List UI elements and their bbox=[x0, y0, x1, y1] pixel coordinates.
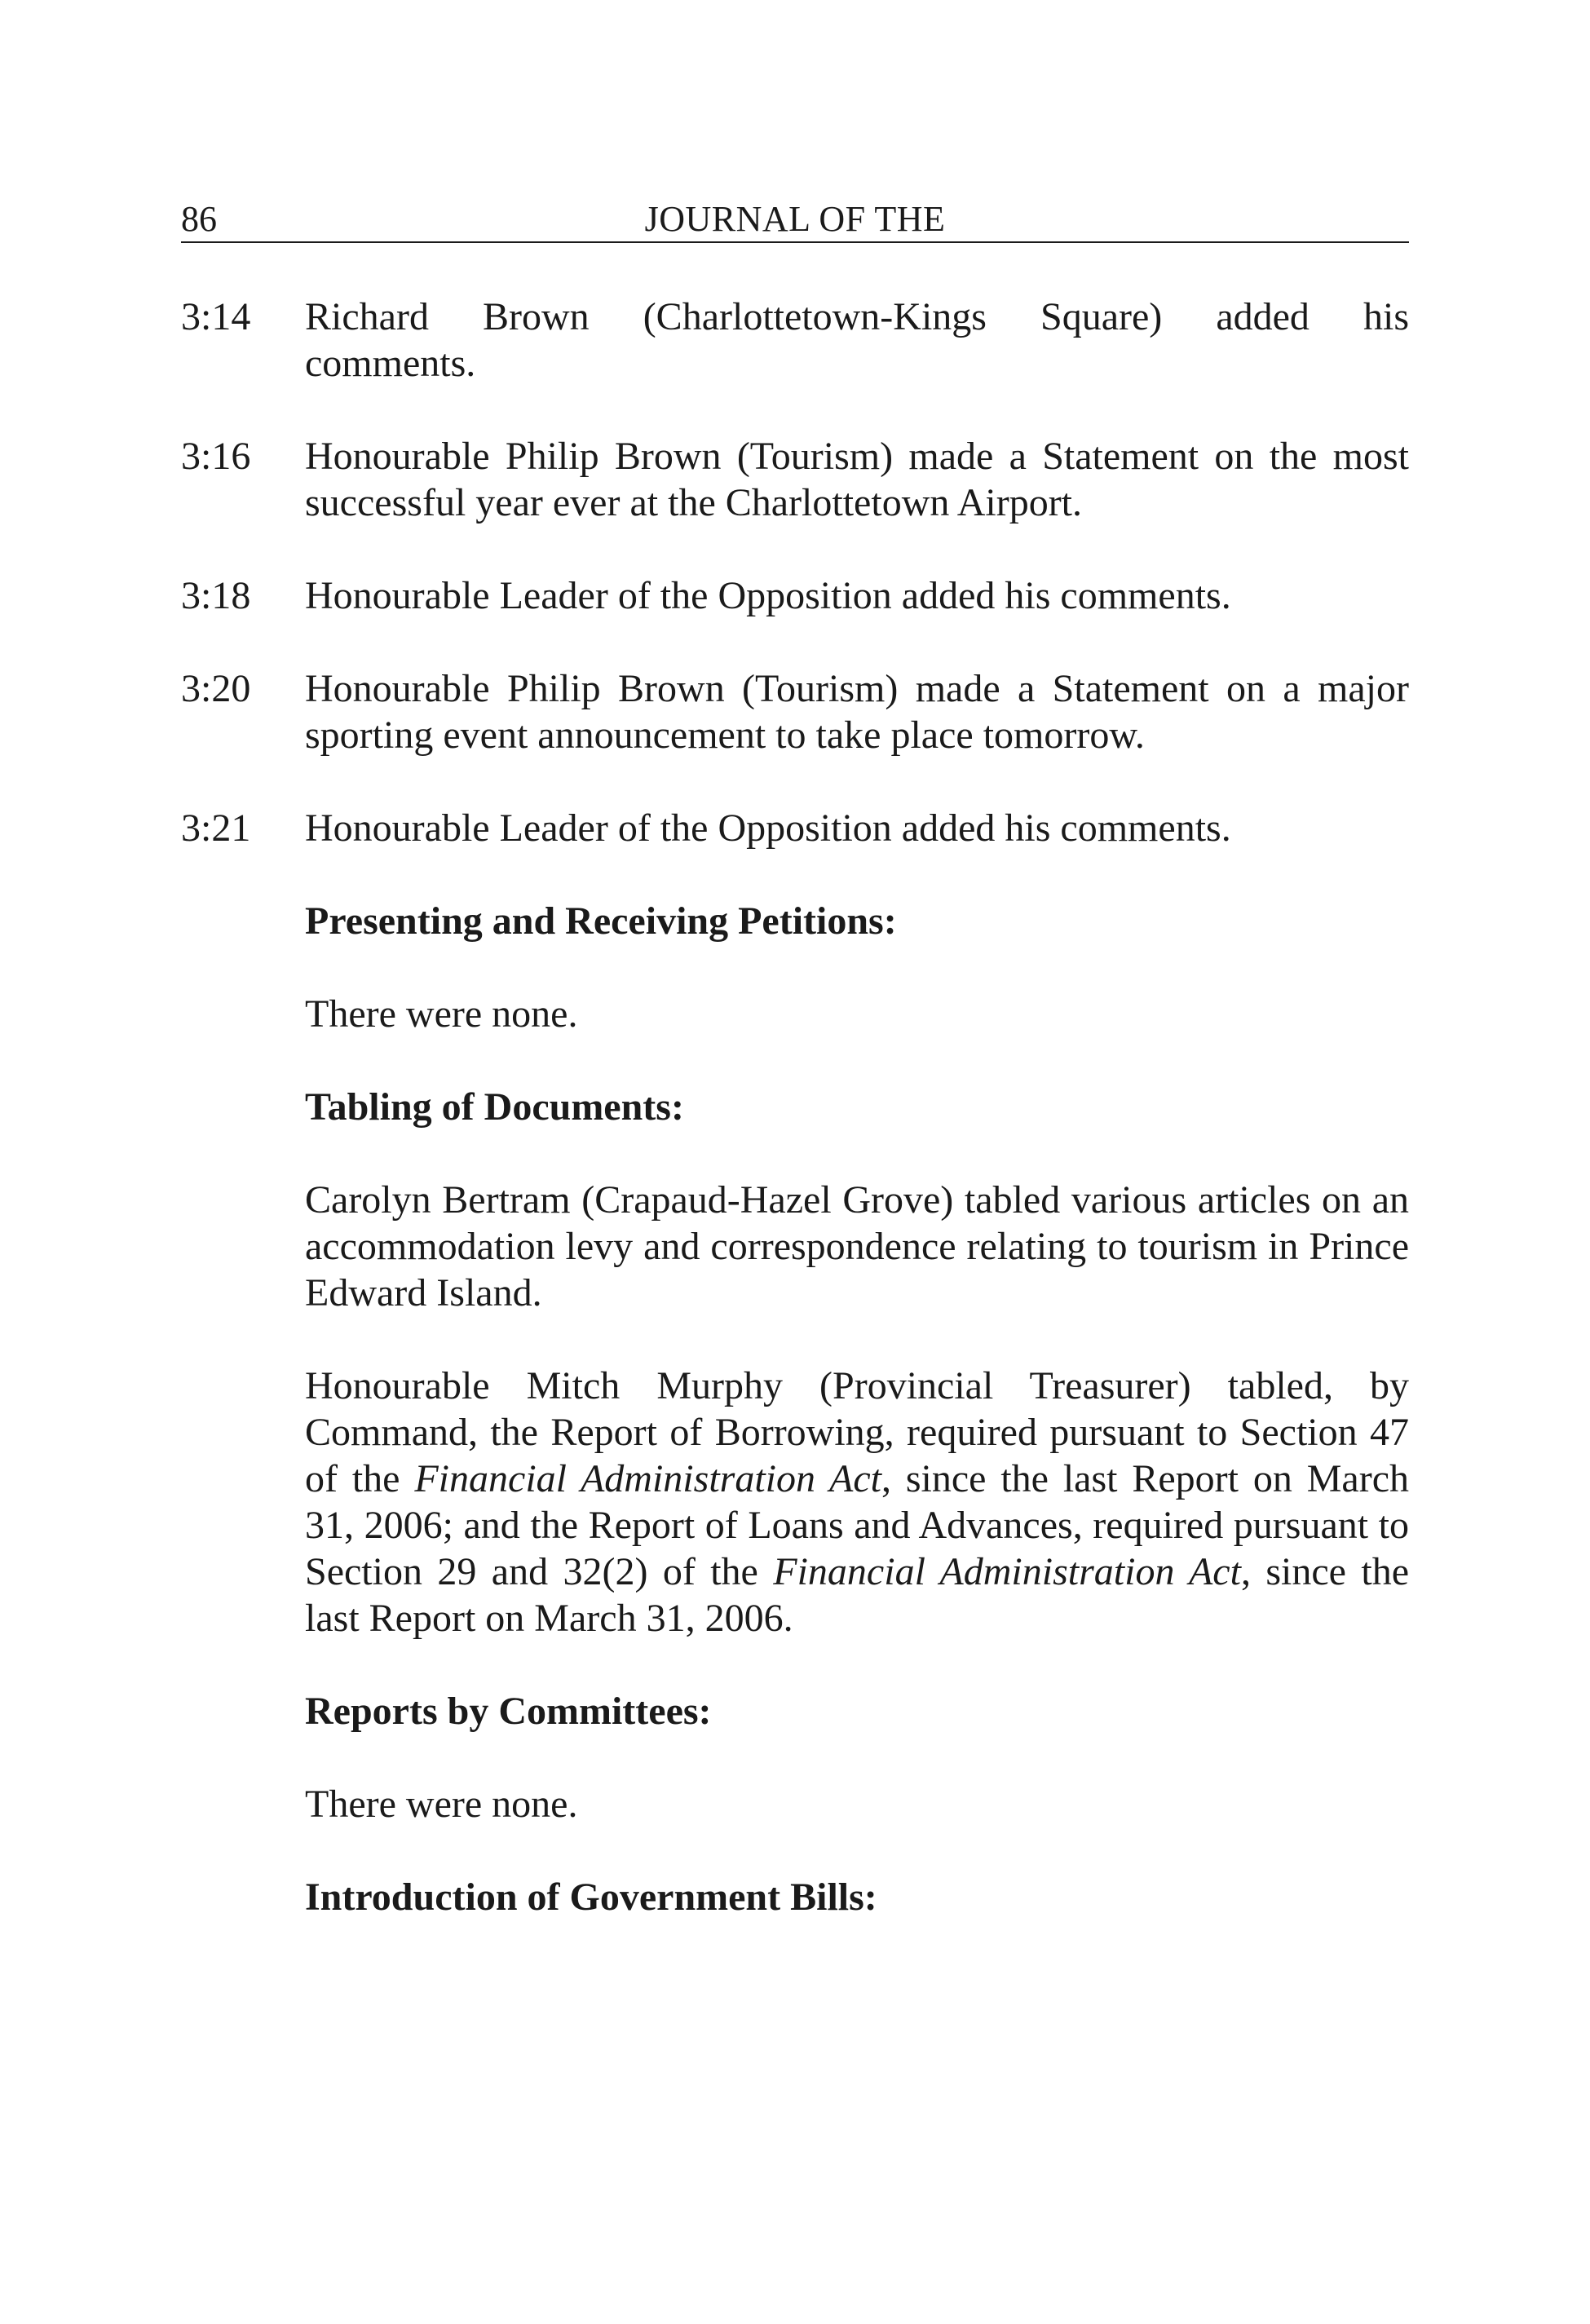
act-title: Financial Administration Act bbox=[773, 1550, 1241, 1593]
section-heading-tabling: Tabling of Documents: bbox=[305, 1085, 684, 1129]
petitions-text: There were none. bbox=[305, 992, 578, 1036]
section-heading-government-bills: Introduction of Government Bills: bbox=[305, 1876, 877, 1919]
header-rule bbox=[181, 241, 1409, 243]
committees-text: There were none. bbox=[305, 1783, 578, 1826]
entry-text: Honourable Leader of the Opposition added his comments. bbox=[305, 806, 1231, 850]
act-title: Financial Administration Act bbox=[414, 1457, 881, 1500]
journal-entry bbox=[181, 294, 1409, 387]
entry-time: 3:20 bbox=[181, 667, 251, 710]
entry-text: Honourable Philip Brown (Tourism) made a Statement on a major sporting event announcement to take place tomorrow. bbox=[305, 667, 1409, 757]
journal-entry bbox=[181, 665, 1409, 758]
journal-body bbox=[181, 294, 1409, 1967]
entry-time: 3:18 bbox=[181, 574, 251, 617]
paragraph-text: Honourable Mitch Murphy (Provincial Treasurer) tabled, by Command, the Report of Borrowing, required pursuant to Section 47 of the bbox=[305, 1364, 1409, 1500]
paragraph-text: , since the last Report on March 31, 2006. bbox=[305, 1550, 1410, 1640]
entry-text-line: comments. bbox=[305, 342, 476, 385]
journal-title: JOURNAL OF THE bbox=[644, 199, 946, 239]
running-head bbox=[181, 199, 1409, 240]
section-heading-petitions: Presenting and Receiving Petitions: bbox=[305, 899, 897, 943]
journal-entry bbox=[181, 433, 1409, 526]
entry-text-line: Richard Brown (Charlottetown-Kings Square) added his bbox=[305, 295, 1409, 338]
entry-text: Honourable Philip Brown (Tourism) made a Statement on the most successful year ever at the Charlottetown Airport. bbox=[305, 435, 1409, 524]
entry-time: 3:16 bbox=[181, 435, 251, 478]
paragraph-text: , since the last Report on March 31, 2006; and the Report of Loans and Advances, required pursuant to Section 29 and 32(2) of the bbox=[305, 1457, 1410, 1593]
journal-entry bbox=[181, 805, 1409, 851]
section-heading-committees: Reports by Committees: bbox=[305, 1690, 712, 1733]
tabling-paragraph bbox=[181, 1363, 1409, 1641]
tabling-paragraph: Carolyn Bertram (Crapaud-Hazel Grove) tabled various articles on an accommodation levy and correspondence relating to tourism in Prince Edward Island. bbox=[305, 1178, 1409, 1314]
journal-entry bbox=[181, 572, 1409, 619]
entry-text: Honourable Leader of the Opposition added his comments. bbox=[305, 574, 1231, 617]
entry-time: 3:21 bbox=[181, 806, 251, 850]
entry-time: 3:14 bbox=[181, 295, 251, 338]
page-number: 86 bbox=[181, 199, 217, 239]
